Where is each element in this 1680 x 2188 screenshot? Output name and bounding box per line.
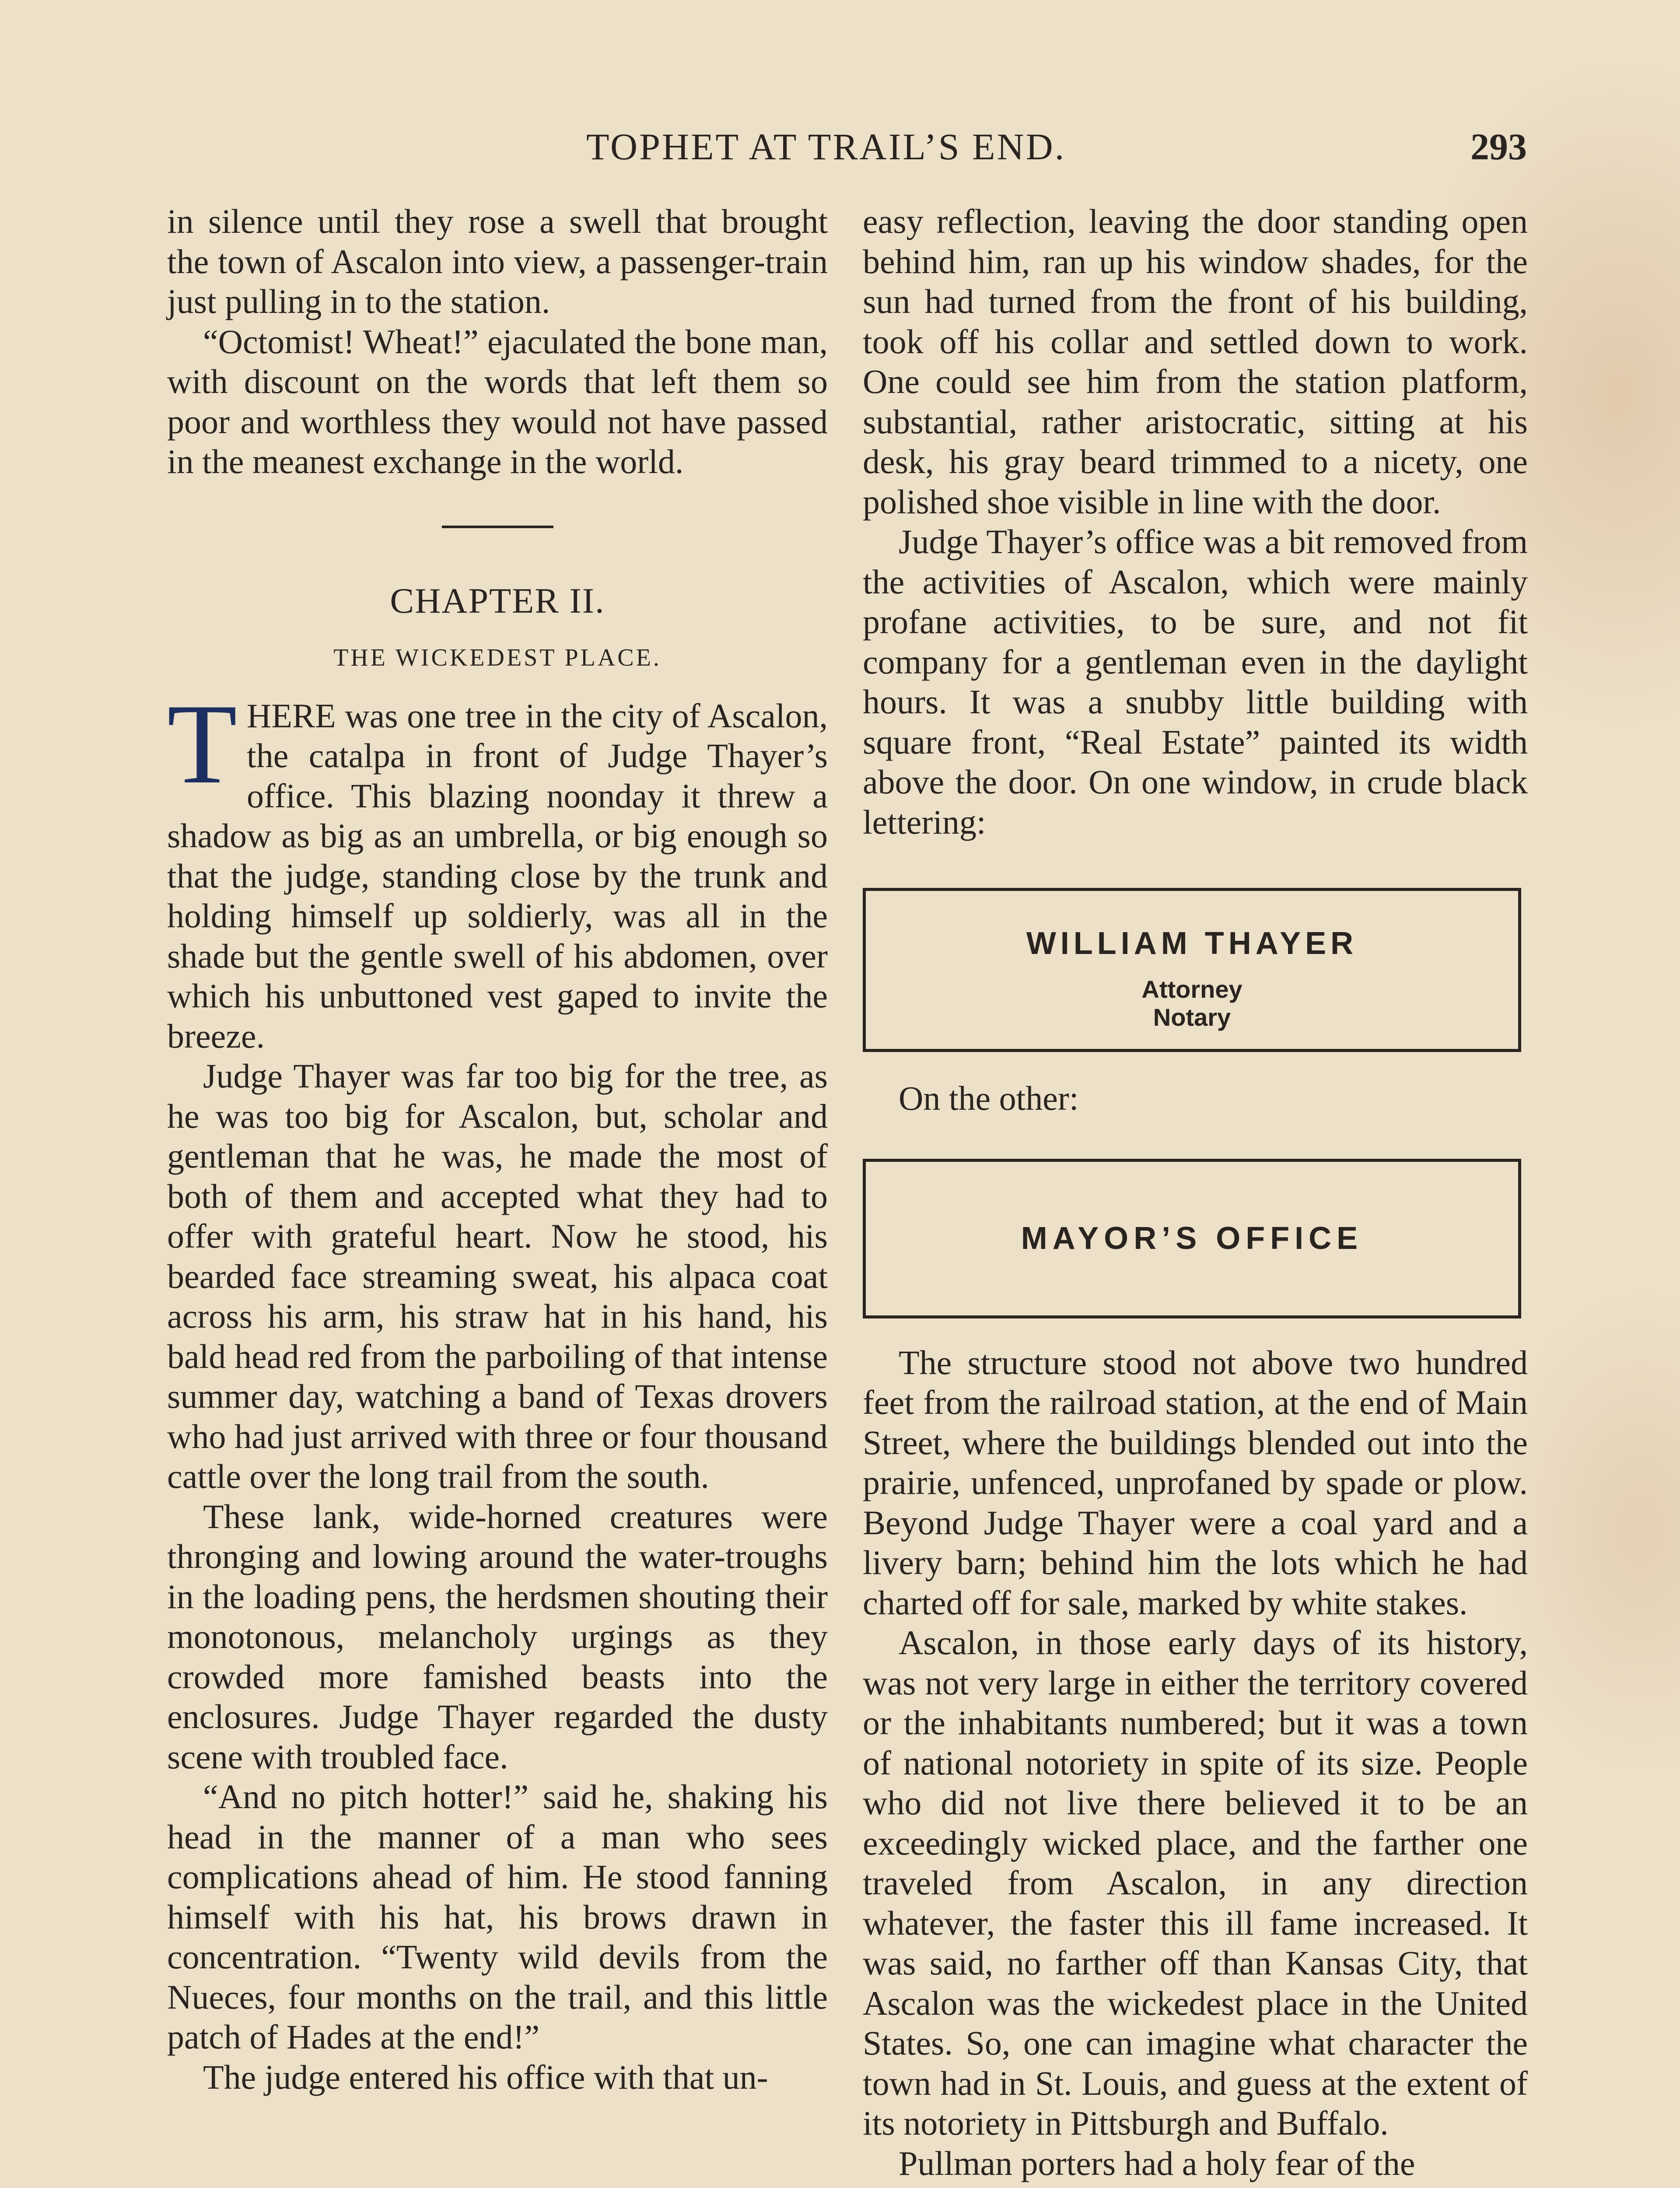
window-sign-attorney — [863, 888, 1521, 1052]
sign-name: MAYOR’S OFFICE — [1021, 1220, 1363, 1256]
paragraph: These lank, wide-horned creatures were thronging and lowing around the water-troughs in the loading pens, the herdsmen shouting their monotonous, melancholy urgings as they crowded more famished beasts into the enclosures. Judge Thayer regarded the dusty scene with troubled face. — [167, 1497, 828, 1776]
paragraph: “And no pitch hotter!” said he, shaking his head in the manner of a man who sees complications ahead of him. He stood fanning himself with his hat, his brows drawn in concentration. “Twenty wild devils from the Nueces, four months on the trail, and this little patch of Hades at the end!” — [167, 1778, 828, 2056]
chapter-title: CHAPTER II. — [390, 580, 605, 621]
sign-name: WILLIAM THAYER — [1026, 926, 1358, 961]
left-column — [167, 201, 828, 2097]
drop-cap: T — [167, 680, 238, 807]
paragraph — [167, 680, 828, 1056]
paragraph: Ascalon, in those early days of its history, was not very large in either the territory covered or the inhabitants numbered; but it was a town of national notoriety in spite of its size. People who did not live there believed it to be an exceedingly wicked place, and the farther one traveled from Ascalon, in any direction whatever, the faster this ill fame increased. It was said, no farther off than Kansas City, that Ascalon was the wickedest place in the United States. So, one can imagine what character the town had in St. Louis, and guess at the extent of its notoriety in Pittsburgh and Buffalo. — [863, 1623, 1528, 2142]
paragraph: Judge Thayer was far too big for the tree, as he was too big for Ascalon, but, scholar and gentleman that he was, he made the most of both of them and accepted what they had to offer with grateful heart. Now he stood, his bearded face streaming sweat, his alpaca coat across his arm, his straw hat in his hand, his bald head red from the parboiling of that intense summer day, watching a band of Texas drovers who had just arrived with three or four thousand cattle over the long trail from the south. — [167, 1057, 828, 1495]
sign-line: Notary — [1153, 1003, 1231, 1031]
paragraph-text: HERE was one tree in the city of Ascalon, the catalpa in front of Judge Thayer’s office. This blazing noonday it threw a shadow as big as an umbrella, or big enough so that the judge, standing close by the trunk and holding himself up soldierly, was all in the shade but the gentle swell of his abdomen, over which his unbuttoned vest gaped to invite the breeze. — [167, 696, 828, 1055]
sign-line: Attorney — [1141, 975, 1242, 1003]
window-sign-mayor — [863, 1159, 1521, 1318]
paragraph: Pullman porters had a holy fear of the — [899, 2144, 1415, 2182]
paragraph: easy reflection, leaving the door standing open behind him, ran up his window shades, for the sun had turned from the front of his building, took off his collar and settled down to work. One could see him from the station platform, substantial, rather aristocratic, sitting at his desk, his gray beard trimmed to a nicety, one polished shoe visible in line with the door. — [863, 202, 1528, 521]
page-header — [166, 125, 1527, 173]
paragraph: On the other: — [899, 1079, 1079, 1117]
running-head: TOPHET AT TRAIL’S END. — [586, 126, 1066, 168]
page-number: 293 — [1470, 126, 1527, 168]
paragraph: in silence until they rose a swell that brought the town of Ascalon into view, a passenger-train just pulling in to the station. — [167, 202, 828, 320]
chapter-subtitle: THE WICKEDEST PLACE. — [333, 644, 662, 671]
right-column — [863, 201, 1528, 2183]
paragraph: “Octomist! Wheat!” ejaculated the bone man, with discount on the words that left them so poor and worthless they would not have passed in the meanest exchange in the world. — [167, 322, 828, 480]
paragraph: Judge Thayer’s office was a bit removed from the activities of Ascalon, which were mainly profane activities, to be sure, and not fit company for a gentleman even in the daylight hours. It was a snubby little building with square front, “Real Estate” painted its width above the door. On one window, in crude black lettering: — [863, 522, 1528, 841]
section-divider — [442, 526, 553, 528]
paragraph: The structure stood not above two hundred feet from the railroad station, at the end of Main Street, where the buildings blended out into the prairie, unfenced, unprofaned by spade or plow. Beyond Judge Thayer were a coal yard and a livery barn; behind him the lots which he had charted off for sale, marked by white stakes. — [863, 1343, 1528, 1622]
paragraph: The judge entered his office with that un- — [203, 2058, 768, 2096]
